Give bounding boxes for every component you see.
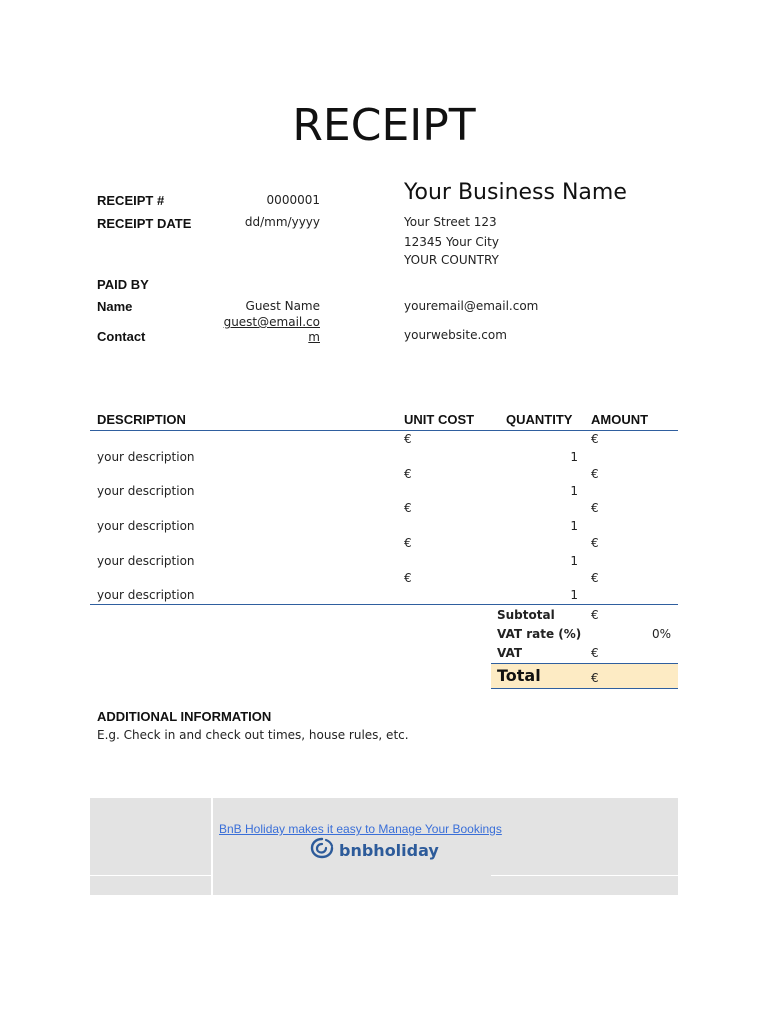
col-header-amount: AMOUNT (591, 412, 649, 427)
business-city[interactable]: 12345 Your City (404, 235, 499, 249)
bnbholiday-logo-text: bnbholiday (339, 840, 439, 860)
page-title: RECEIPT (292, 100, 476, 151)
business-email[interactable]: youremail@email.com (404, 299, 539, 313)
total-value[interactable]: € (591, 671, 599, 685)
col-header-quantity: QUANTITY (506, 412, 573, 427)
row-quantity[interactable]: 1 (570, 554, 578, 568)
row-description[interactable]: your description (97, 484, 195, 498)
business-street[interactable]: Your Street 123 (404, 215, 497, 229)
row-quantity[interactable]: 1 (570, 450, 578, 464)
col-header-description: DESCRIPTION (97, 412, 186, 427)
guest-email-link-line1[interactable]: guest@email.co (223, 315, 320, 329)
total-label: Total (497, 666, 541, 685)
additional-info-text[interactable]: E.g. Check in and check out times, house rules, etc. (97, 728, 409, 742)
row-quantity[interactable]: 1 (570, 519, 578, 533)
receipt-number-value[interactable]: 0000001 (266, 193, 320, 207)
row-amount[interactable]: € (591, 501, 599, 515)
row-amount[interactable]: € (591, 432, 599, 446)
col-header-unit-cost: UNIT COST (404, 412, 475, 427)
row-unit-cost[interactable]: € (404, 536, 412, 550)
row-description[interactable]: your description (97, 554, 195, 568)
vat-rate-value[interactable]: 0% (651, 627, 671, 641)
row-amount[interactable]: € (591, 571, 599, 585)
row-unit-cost[interactable]: € (404, 432, 412, 446)
bnbholiday-logo-icon (309, 836, 335, 864)
footer-divider-right (491, 875, 678, 876)
vat-value[interactable]: € (591, 646, 599, 660)
bnbholiday-banner-link[interactable]: BnB Holiday makes it easy to Manage Your Bookings (219, 822, 502, 836)
row-unit-cost[interactable]: € (404, 501, 412, 515)
guest-name-value[interactable]: Guest Name (245, 299, 320, 313)
bnbholiday-logo[interactable] (309, 836, 439, 864)
row-unit-cost[interactable]: € (404, 467, 412, 481)
guest-email-link-line2[interactable]: m (308, 330, 320, 344)
table-bottom-rule (90, 604, 678, 605)
row-amount[interactable]: € (591, 536, 599, 550)
row-unit-cost[interactable]: € (404, 571, 412, 585)
table-header-rule (90, 430, 678, 431)
row-quantity[interactable]: 1 (570, 588, 578, 602)
footer-divider-left (90, 875, 211, 876)
vat-rate-label: VAT rate (%) (497, 627, 582, 641)
row-description[interactable]: your description (97, 450, 195, 464)
business-website[interactable]: yourwebsite.com (404, 328, 507, 342)
subtotal-value[interactable]: € (591, 608, 599, 622)
receipt-date-label: RECEIPT DATE (97, 216, 192, 231)
receipt-number-label: RECEIPT # (97, 193, 165, 208)
name-label: Name (97, 299, 133, 314)
subtotal-label: Subtotal (497, 608, 555, 622)
business-name[interactable]: Your Business Name (404, 180, 627, 205)
contact-label: Contact (97, 329, 146, 344)
row-description[interactable]: your description (97, 588, 195, 602)
additional-info-heading: ADDITIONAL INFORMATION (97, 709, 272, 724)
row-quantity[interactable]: 1 (570, 484, 578, 498)
vat-label: VAT (497, 646, 523, 660)
paid-by-label: PAID BY (97, 277, 149, 292)
business-country[interactable]: YOUR COUNTRY (404, 253, 499, 267)
row-amount[interactable]: € (591, 467, 599, 481)
receipt-date-value[interactable]: dd/mm/yyyy (244, 215, 320, 229)
footer-divider-vertical (211, 798, 213, 895)
row-description[interactable]: your description (97, 519, 195, 533)
